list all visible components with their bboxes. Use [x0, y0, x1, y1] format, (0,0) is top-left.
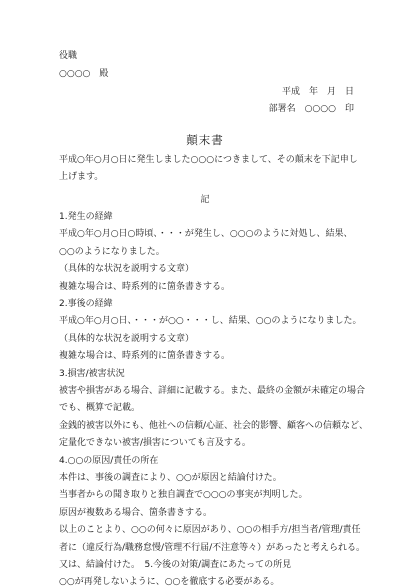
body-line: 定量化できない被害/損害についても言及する。	[59, 438, 251, 449]
document-title: 顛末書	[186, 133, 224, 147]
body-line: （具体的な状況を説明する文章）	[59, 333, 195, 344]
body-line: 1.発生の経緯	[59, 212, 113, 222]
intro-line: 上げます。	[59, 172, 104, 182]
body-line: （具体的な状況を説明する文章）	[59, 264, 195, 275]
body-line: 3.損害/被害状況	[59, 368, 125, 379]
body-line: でも、概算で記載。	[59, 403, 141, 414]
body-line: ○○が再発しないように、○○を徹底する必要がある。	[59, 577, 280, 588]
body-line: 又は、結論付けた。 5.今後の対策/調査にあたっての所見	[59, 560, 292, 570]
body-line: 4.○○の原因/責任の所在	[59, 455, 159, 466]
date-line: 平成 年 月 日	[281, 87, 354, 97]
body-line: 複雑な場合は、時系列的に箇条書きする。	[59, 351, 231, 362]
body-line: 平成○年○月○日○時頃、・・・が発生し、○○○のように対処し、結果、	[59, 229, 353, 240]
body-line: 以上のことより、○○の何々に原因があり、○○の相手方/担当者/管理/責任	[59, 525, 361, 536]
body-line: 複雑な場合は、時系列的に箇条書きする。	[59, 281, 231, 292]
position-label: 役職	[59, 51, 78, 61]
intro-line: 平成○年○月○日に発生しました○○○につきまして、その顛末を下記申し	[59, 155, 358, 165]
body-line: 被害や損害がある場合、詳細に記載する。また、最終の金額が未確定の場合	[59, 386, 366, 396]
body-line: 平成○年○月○日、・・・が○○・・・し、結果、○○のようになりました。	[59, 316, 362, 327]
body-line: 金銭的被害以外にも、他社への信頼/心証、社会的影響、顧客への信頼など、	[59, 420, 369, 431]
sender-line: 部署名 ○○○○ 印	[268, 104, 354, 114]
body-line: 者に（違反行為/職務怠慢/管理不行届/不注意等々）があったと考えられる。	[59, 542, 366, 553]
body-line: 当事者からの聞き取りと独自調査で○○○の事実が判明した。	[59, 490, 308, 501]
body-line: ○○のようになりました。	[59, 246, 165, 257]
addressee-line: ○○○○ 殿	[59, 69, 109, 79]
body-line: 原因が複数ある場合、箇条書きする。	[59, 507, 213, 518]
body-line: 本件は、事後の調査により、○○が原因と結論付けた。	[59, 473, 282, 483]
ki-heading: 記	[200, 195, 210, 205]
body-line: 2.事後の経緯	[59, 299, 113, 309]
